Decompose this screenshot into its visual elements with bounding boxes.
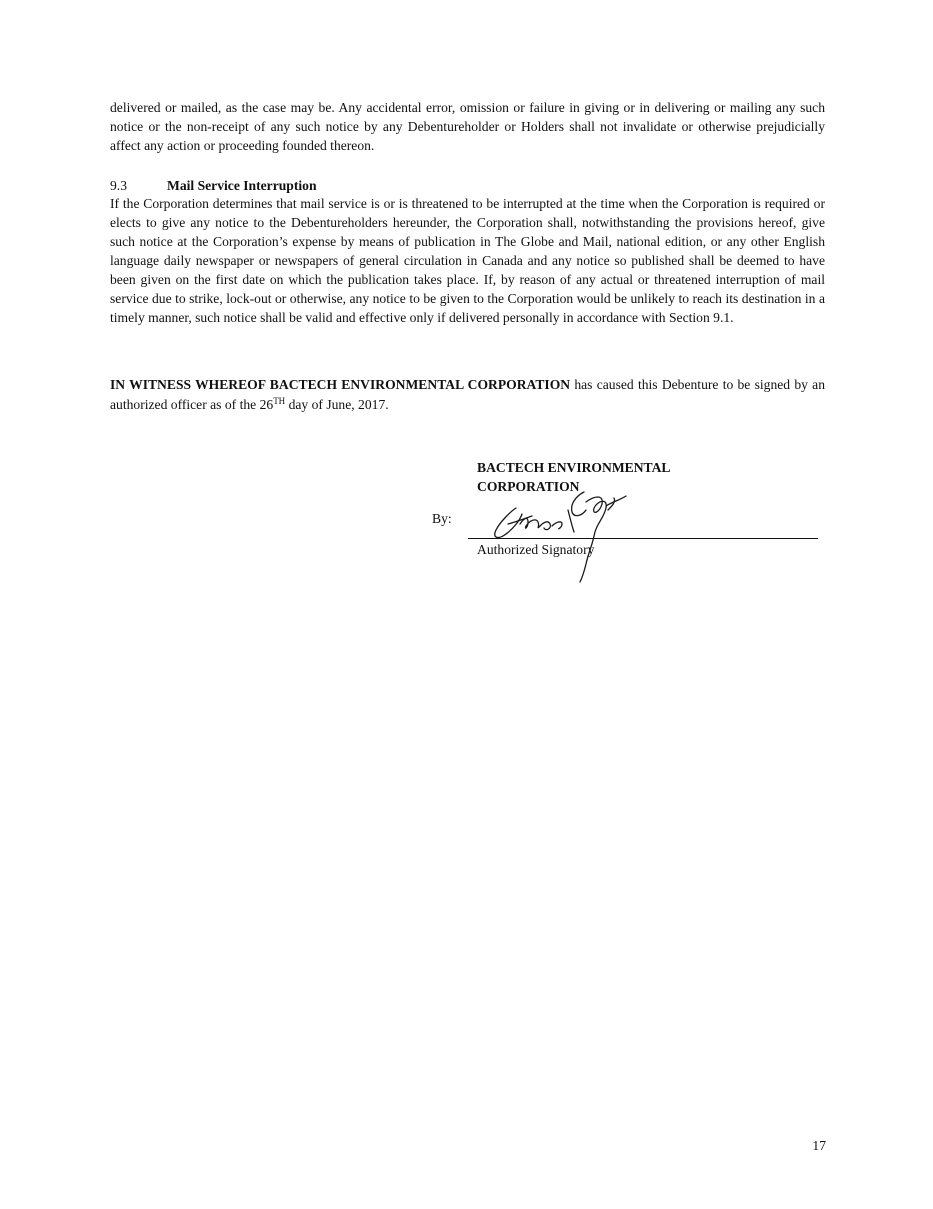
handwritten-signature-icon <box>486 478 646 586</box>
section-number: 9.3 <box>110 178 127 193</box>
witness-text: has caused this Debenture to be signed by an authorized officer as of the 26 <box>110 377 826 412</box>
company-line-2: CORPORATION <box>477 479 580 494</box>
witness-superscript: TH <box>273 396 286 406</box>
section-9-3-paragraph: If the Corporation determines that mail service is or is threatened to be interrupted at the time when the Corporation is required or elects to give any notice to the Debentureholders hereunder, the Corporation shall, notwithstanding the provisions hereof, give such notice at the Corporation’s expense by means of publication in The Globe and Mail, national edition, or any other English language daily newspaper or newspapers of general circulation in Canada and any notice so published shall be deemed to have been given on the first date on which the publication takes place. If, by reason of any actual or threatened interruption of mail service due to strike, lock-out or otherwise, any notice to be given to the Corporation would be unlikely to reach its destination in a timely manner, such notice shall be valid and effective only if delivered personally in accordance with Section 9.1. <box>110 196 825 325</box>
company-line-1: BACTECH ENVIRONMENTAL <box>477 460 671 475</box>
by-label: By: <box>432 511 452 526</box>
section-heading-9-3 <box>110 176 317 195</box>
witness-bold-lead: IN WITNESS WHEREOF BACTECH ENVIRONMENTAL CORPORATION <box>110 377 571 392</box>
signatory-caption: Authorized Signatory <box>477 542 595 557</box>
continued-paragraph: delivered or mailed, as the case may be. Any accidental error, omission or failure in giving or in delivering or mailing any such notice or the non-receipt of any such notice by any Debentureholder or Holders shall not invalidate or otherwise prejudicially affect any action or proceeding founded thereon. <box>110 100 825 153</box>
page-number: 17 <box>812 1138 826 1153</box>
witness-text-end: day of June, 2017. <box>285 397 389 412</box>
section-title: Mail Service Interruption <box>167 178 317 193</box>
witness-paragraph <box>110 375 825 415</box>
